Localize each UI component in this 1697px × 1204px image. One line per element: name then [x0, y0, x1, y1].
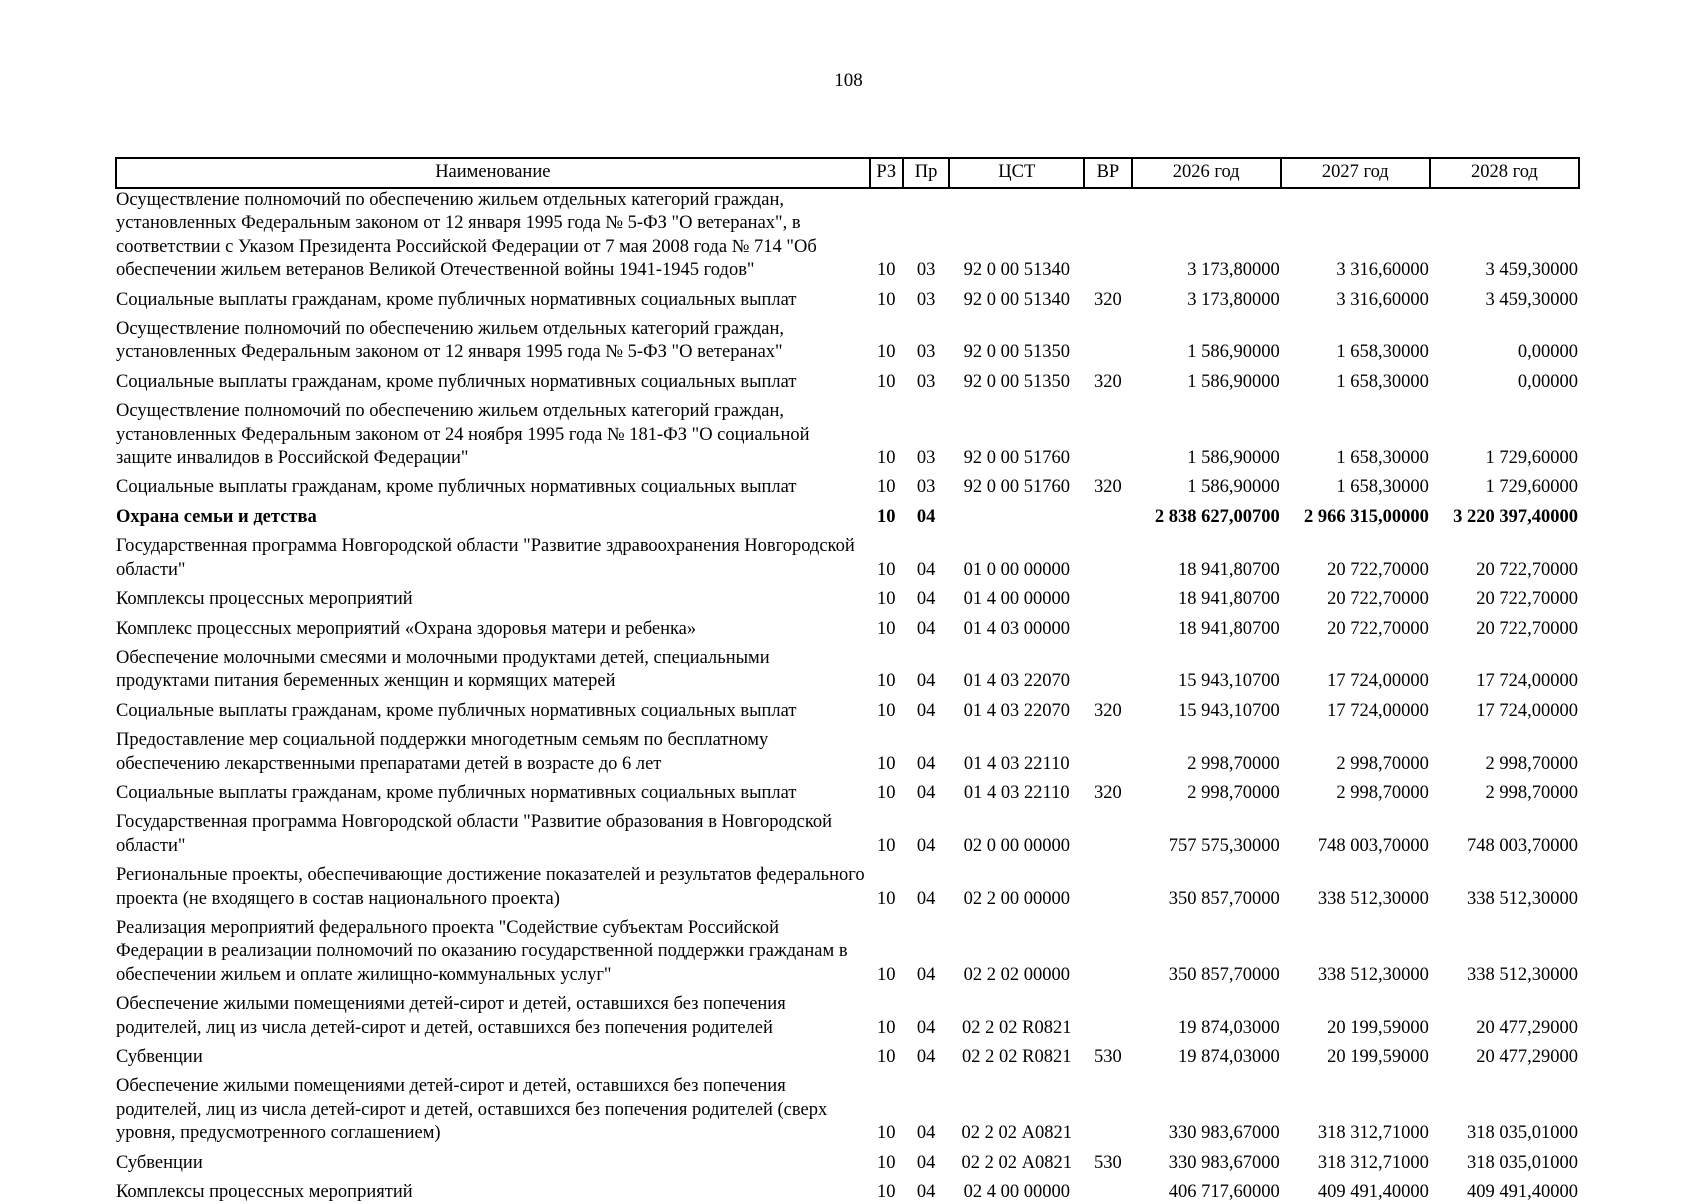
- row-name: Государственная программа Новгородской области "Развитие здравоохранения Новгородской области": [116, 536, 855, 580]
- row-2026: 2 998,70000: [1187, 753, 1280, 774]
- row-vr: 530: [1094, 1152, 1122, 1173]
- header-2026: 2026 год: [1132, 158, 1281, 188]
- row-name: Социальные выплаты гражданам, кроме публичных нормативных социальных выплат: [116, 477, 797, 498]
- row-rz: 10: [877, 700, 896, 721]
- header-rz: РЗ: [870, 158, 903, 188]
- row-cst: 02 0 00 00000: [963, 835, 1070, 856]
- row-2028: 2 998,70000: [1485, 753, 1578, 774]
- row-cst: [949, 506, 1084, 535]
- row-name: Реализация мероприятий федерального проекта "Содействие субъектам Российской Федерации в реализации полномочий по оказанию государственной поддержки гражданам в обеспечении жильем и оплате жилищно-коммунальных услуг": [116, 917, 848, 985]
- row-cst: 01 4 03 22070: [963, 671, 1070, 692]
- row-2026: 1 586,90000: [1187, 448, 1280, 469]
- row-rz: 10: [877, 260, 896, 281]
- row-2028: 1 729,60000: [1485, 448, 1578, 469]
- table-row: [116, 811, 1579, 864]
- row-pr: 04: [916, 1017, 936, 1038]
- table-row: [116, 400, 1579, 476]
- row-2026: 2 838 627,00700: [1154, 506, 1280, 527]
- row-name: Охрана семьи и детства: [116, 506, 317, 527]
- row-pr: 03: [916, 371, 936, 392]
- row-vr: [1084, 864, 1131, 917]
- row-pr: 03: [916, 260, 936, 281]
- row-vr: [1084, 588, 1131, 617]
- row-2028: 0,00000: [1517, 371, 1578, 392]
- row-vr: 320: [1094, 700, 1122, 721]
- table-row: [116, 1075, 1579, 1151]
- row-name: Региональные проекты, обеспечивающие достижение показателей и результатов федерального проекта (не входящего в состав национального проекта): [116, 865, 865, 909]
- row-pr: 03: [916, 448, 936, 469]
- row-2026: 330 983,67000: [1168, 1152, 1280, 1173]
- header-2028: 2028 год: [1430, 158, 1579, 188]
- row-2026: 18 941,80700: [1177, 559, 1280, 580]
- row-2028: 318 035,01000: [1467, 1123, 1578, 1144]
- row-vr: [1084, 1181, 1131, 1204]
- table-row: [116, 864, 1579, 917]
- table-row: [116, 188, 1579, 289]
- row-2027: 20 199,59000: [1327, 1047, 1429, 1067]
- row-2026: 2 998,70000: [1187, 782, 1280, 803]
- row-2027: 1 658,30000: [1336, 477, 1429, 498]
- table-row: [116, 1152, 1579, 1181]
- row-name: Осуществление полномочий по обеспечению жильем отдельных категорий граждан, установленных Федеральным законом от 12 января 1995 года № 5-ФЗ "О ветеранах": [116, 319, 785, 363]
- table-body: [116, 188, 1579, 1204]
- table-row: [116, 1046, 1579, 1075]
- row-pr: 04: [916, 782, 936, 803]
- row-rz: 10: [877, 1123, 896, 1144]
- row-2026: 15 943,10700: [1177, 671, 1280, 692]
- row-2028: 20 722,70000: [1476, 559, 1578, 580]
- row-cst: 92 0 00 51760: [963, 477, 1070, 498]
- row-2028: 3 220 397,40000: [1453, 506, 1578, 527]
- row-cst: 01 4 03 22110: [963, 753, 1070, 774]
- row-name: Социальные выплаты гражданам, кроме публичных нормативных социальных выплат: [116, 700, 797, 721]
- row-2026: 3 173,80000: [1187, 260, 1280, 281]
- row-2026: 350 857,70000: [1168, 964, 1280, 985]
- row-name: Предоставление мер социальной поддержки многодетным семьям по бесплатному обеспечению лекарственными препаратами детей в возрасте до 6 лет: [116, 730, 769, 774]
- row-cst: 02 2 02 R0821: [962, 1047, 1072, 1067]
- row-cst: 01 0 00 00000: [963, 559, 1070, 580]
- row-rz: 10: [877, 448, 896, 469]
- row-name: Социальные выплаты гражданам, кроме публичных нормативных социальных выплат: [116, 371, 797, 392]
- row-2026: 1 586,90000: [1187, 371, 1280, 392]
- row-name: Обеспечение жилыми помещениями детей-сирот и детей, оставшихся без попечения родителей, лиц из числа детей-сирот и детей, оставшихся без попечения родителей: [116, 994, 786, 1038]
- row-2026: 15 943,10700: [1177, 700, 1280, 721]
- row-name: Обеспечение жилыми помещениями детей-сирот и детей, оставшихся без попечения родителей, лиц из числа детей-сирот и детей, оставшихся без попечения родителей (сверх уровня, предусмотренного соглашением): [116, 1076, 828, 1144]
- row-vr: [1084, 618, 1131, 647]
- row-pr: 04: [916, 1152, 936, 1173]
- row-2027: 1 658,30000: [1336, 448, 1429, 469]
- row-2027: 2 998,70000: [1336, 753, 1429, 774]
- table-row: [116, 729, 1579, 782]
- row-pr: 04: [916, 700, 936, 721]
- row-2028: 17 724,00000: [1476, 700, 1578, 721]
- header-vr: ВР: [1084, 158, 1131, 188]
- row-2028: 20 477,29000: [1476, 1047, 1578, 1067]
- row-cst: 02 2 02 R0821: [962, 1017, 1072, 1038]
- row-cst: 01 4 03 22110: [963, 782, 1070, 803]
- table-row: [116, 917, 1579, 993]
- row-vr: [1084, 400, 1131, 476]
- table-row: [116, 371, 1579, 400]
- row-rz: 10: [877, 1152, 896, 1173]
- row-vr: [1084, 506, 1131, 535]
- row-2028: 1 729,60000: [1485, 477, 1578, 498]
- row-cst: 92 0 00 51760: [963, 448, 1070, 469]
- row-vr: 320: [1094, 782, 1122, 803]
- row-rz: 10: [877, 782, 896, 803]
- row-cst: 92 0 00 51350: [963, 342, 1070, 363]
- row-pr: 04: [916, 506, 936, 527]
- row-vr: [1084, 917, 1131, 993]
- row-2027: 318 312,71000: [1317, 1123, 1429, 1144]
- row-vr: [1084, 811, 1131, 864]
- row-2027: 20 722,70000: [1327, 618, 1429, 639]
- row-2027: 20 722,70000: [1327, 559, 1429, 580]
- row-2027: 1 658,30000: [1336, 342, 1429, 363]
- row-name: Государственная программа Новгородской области "Развитие образования в Новгородской области": [116, 812, 833, 856]
- table-row: [116, 506, 1579, 535]
- row-pr: 04: [916, 888, 936, 909]
- row-2028: 338 512,30000: [1467, 888, 1578, 909]
- row-pr: 04: [916, 671, 936, 692]
- row-name: Комплексы процессных мероприятий: [116, 589, 413, 610]
- row-vr: 320: [1094, 371, 1122, 392]
- row-cst: 92 0 00 51340: [963, 289, 1070, 310]
- row-cst: 92 0 00 51350: [963, 371, 1070, 392]
- row-2028: 318 035,01000: [1467, 1152, 1578, 1173]
- table-row: [116, 476, 1579, 505]
- table-row: [116, 535, 1579, 588]
- row-2028: 0,00000: [1517, 342, 1578, 363]
- row-2027: 2 998,70000: [1336, 782, 1429, 803]
- row-rz: 10: [877, 506, 896, 527]
- row-rz: 10: [877, 753, 896, 774]
- row-rz: 10: [877, 888, 896, 909]
- row-2026: 350 857,70000: [1168, 888, 1280, 909]
- table-row: [116, 289, 1579, 318]
- row-pr: 04: [916, 618, 936, 639]
- row-cst: 01 4 03 22070: [963, 700, 1070, 721]
- row-name: Комплекс процессных мероприятий «Охрана здоровья матери и ребенка»: [116, 618, 697, 639]
- row-2027: 748 003,70000: [1317, 835, 1429, 856]
- row-2027: 17 724,00000: [1327, 700, 1429, 721]
- row-2028: 20 477,29000: [1476, 1017, 1578, 1038]
- row-name: Осуществление полномочий по обеспечению жильем отдельных категорий граждан, установленных Федеральным законом от 24 ноября 1995 года № 181-ФЗ "О социальной защите инвалидов в Российской Федерации": [116, 401, 810, 469]
- row-2026: 330 983,67000: [1168, 1123, 1280, 1144]
- row-rz: 10: [877, 589, 896, 610]
- row-2027: 338 512,30000: [1317, 888, 1429, 909]
- row-name: Комплексы процессных мероприятий: [116, 1182, 413, 1203]
- row-2027: 17 724,00000: [1327, 671, 1429, 692]
- row-2026: 3 173,80000: [1187, 289, 1280, 310]
- row-vr: [1084, 188, 1131, 289]
- row-pr: 04: [916, 1047, 936, 1067]
- row-2026: 757 575,30000: [1168, 835, 1280, 856]
- row-2027: 338 512,30000: [1317, 964, 1429, 985]
- row-2027: 20 199,59000: [1327, 1017, 1429, 1038]
- row-2028: 3 459,30000: [1485, 260, 1578, 281]
- row-rz: 10: [877, 1017, 896, 1038]
- row-rz: 10: [877, 671, 896, 692]
- row-pr: 04: [916, 589, 936, 610]
- table-row: [116, 700, 1579, 729]
- row-2026: 18 941,80700: [1177, 618, 1280, 639]
- table-row: [116, 782, 1579, 811]
- row-2027: 318 312,71000: [1317, 1152, 1429, 1173]
- row-pr: 04: [916, 835, 936, 856]
- row-cst: 02 2 00 00000: [963, 888, 1070, 909]
- row-cst: 92 0 00 51340: [963, 260, 1070, 281]
- budget-table: [115, 157, 1580, 1204]
- row-pr: 04: [916, 559, 936, 580]
- table-row: [116, 1181, 1579, 1204]
- row-name: Субвенции: [116, 1047, 203, 1067]
- row-2028: 17 724,00000: [1476, 671, 1578, 692]
- row-vr: [1084, 729, 1131, 782]
- row-2028: 3 459,30000: [1485, 289, 1578, 310]
- row-name: Социальные выплаты гражданам, кроме публичных нормативных социальных выплат: [116, 289, 797, 310]
- header-cst: ЦСТ: [949, 158, 1084, 188]
- row-pr: 04: [916, 753, 936, 774]
- row-vr: 320: [1094, 289, 1122, 310]
- row-2027: 20 722,70000: [1327, 589, 1429, 610]
- row-name: Социальные выплаты гражданам, кроме публичных нормативных социальных выплат: [116, 782, 797, 803]
- row-rz: 10: [877, 1047, 896, 1067]
- row-2027: 409 491,40000: [1317, 1182, 1429, 1203]
- row-2026: 18 941,80700: [1177, 589, 1280, 610]
- row-name: Осуществление полномочий по обеспечению жильем отдельных категорий граждан, установленных Федеральным законом от 12 января 1995 года № 5-ФЗ "О ветеранах", в соответствии с Указом Президента Российской Федерации от 7 мая 2008 года № 714 "Об обеспечении жильем ветеранов Великой Отечественной войны 1941-1945 годов": [116, 190, 817, 281]
- table-row: [116, 993, 1579, 1046]
- row-cst: 01 4 03 00000: [963, 618, 1070, 639]
- row-rz: 10: [877, 964, 896, 985]
- row-vr: [1084, 535, 1131, 588]
- row-2028: 748 003,70000: [1467, 835, 1578, 856]
- row-2026: 1 586,90000: [1187, 342, 1280, 363]
- table-row: [116, 647, 1579, 700]
- row-2026: 19 874,03000: [1177, 1047, 1280, 1067]
- row-2028: 20 722,70000: [1476, 589, 1578, 610]
- row-cst: 02 4 00 00000: [963, 1182, 1070, 1203]
- row-rz: 10: [877, 618, 896, 639]
- row-pr: 04: [916, 1123, 936, 1144]
- row-pr: 04: [916, 964, 936, 985]
- row-2028: 338 512,30000: [1467, 964, 1578, 985]
- row-2027: 3 316,60000: [1336, 260, 1429, 281]
- header-name: Наименование: [116, 158, 870, 188]
- row-2026: 406 717,60000: [1168, 1182, 1280, 1203]
- row-rz: 10: [877, 559, 896, 580]
- header-pr: Пр: [903, 158, 949, 188]
- row-cst: 02 2 02 00000: [963, 964, 1070, 985]
- row-2027: 2 966 315,00000: [1303, 506, 1429, 527]
- row-pr: 03: [916, 289, 936, 310]
- table-row: [116, 618, 1579, 647]
- row-name: Субвенции: [116, 1152, 203, 1173]
- table-header-row: [116, 158, 1579, 188]
- row-vr: 530: [1094, 1047, 1122, 1067]
- row-2026: 1 586,90000: [1187, 477, 1280, 498]
- row-cst: 01 4 00 00000: [963, 589, 1070, 610]
- row-rz: 10: [877, 371, 896, 392]
- row-cst: 02 2 02 А0821: [961, 1123, 1072, 1144]
- row-rz: 10: [877, 477, 896, 498]
- row-name: Обеспечение молочными смесями и молочными продуктами детей, специальными продуктами питания беременных женщин и кормящих матерей: [116, 647, 770, 692]
- header-2027: 2027 год: [1281, 158, 1430, 188]
- table-row: [116, 588, 1579, 617]
- row-2028: 2 998,70000: [1485, 782, 1578, 803]
- row-pr: 03: [916, 342, 936, 363]
- row-vr: [1084, 1075, 1131, 1151]
- row-vr: [1084, 318, 1131, 371]
- row-pr: 04: [916, 1182, 936, 1203]
- row-rz: 10: [877, 835, 896, 856]
- row-rz: 10: [877, 1182, 896, 1203]
- row-2028: 20 722,70000: [1476, 618, 1578, 639]
- row-cst: 02 2 02 А0821: [961, 1152, 1072, 1173]
- row-rz: 10: [877, 342, 896, 363]
- row-rz: 10: [877, 289, 896, 310]
- row-2027: 1 658,30000: [1336, 371, 1429, 392]
- row-2026: 19 874,03000: [1177, 1017, 1280, 1038]
- row-vr: [1084, 993, 1131, 1046]
- row-2028: 409 491,40000: [1467, 1182, 1578, 1203]
- row-vr: [1084, 647, 1131, 700]
- row-pr: 03: [916, 477, 936, 498]
- table-row: [116, 318, 1579, 371]
- page-number: 108: [834, 70, 863, 91]
- row-vr: 320: [1094, 477, 1122, 498]
- row-2027: 3 316,60000: [1336, 289, 1429, 310]
